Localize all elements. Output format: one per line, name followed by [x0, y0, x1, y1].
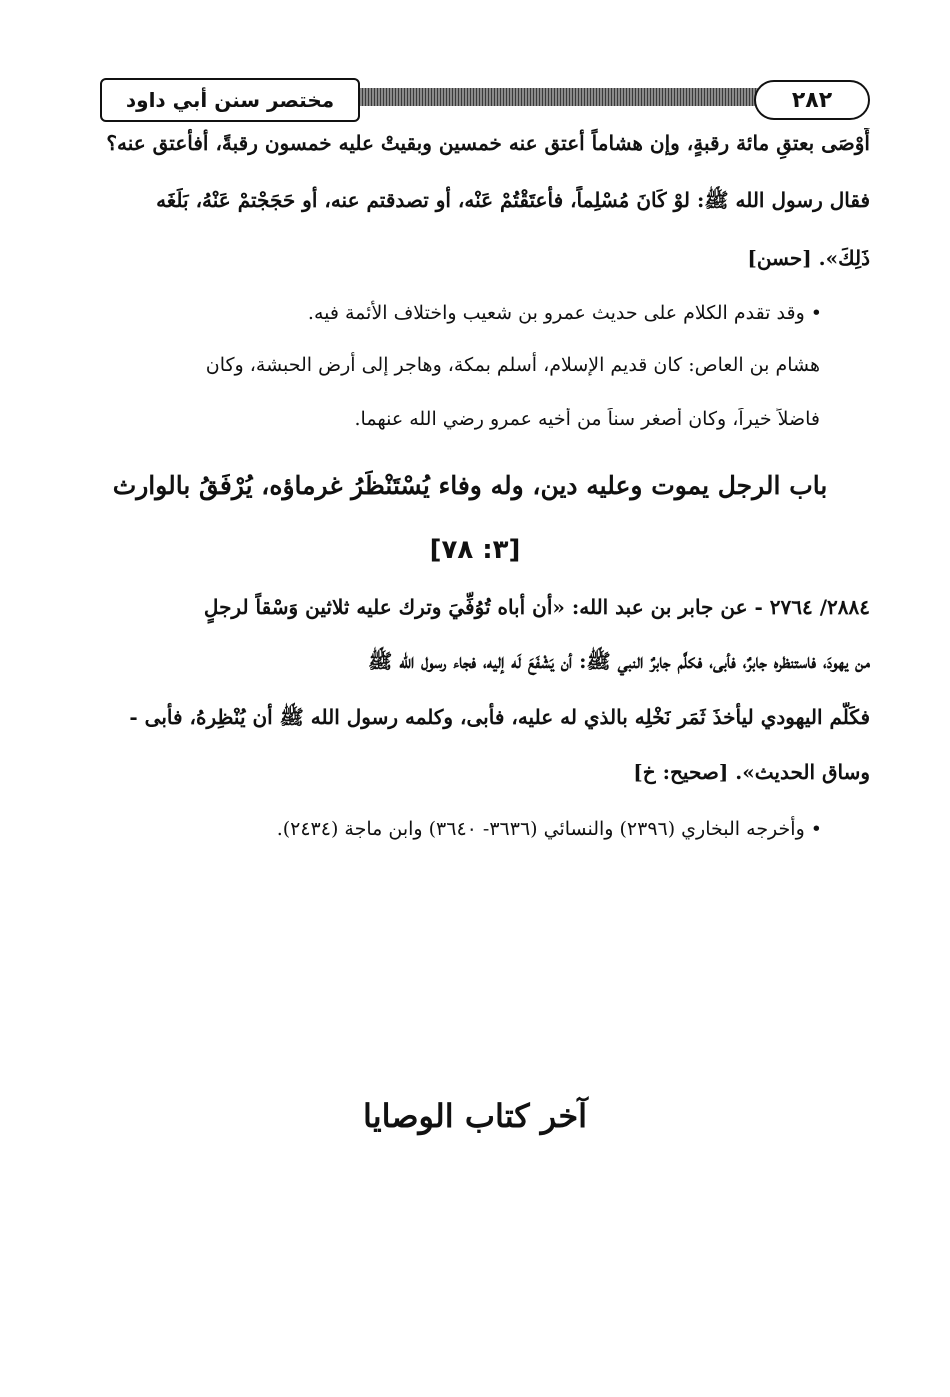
note-2: [130, 814, 822, 844]
chapter-reference: [٣: ٧٨]: [429, 535, 521, 565]
text-line: فقال رسول الله ﷺ: لوْ كَانَ مُسْلِماً، فأعتَقْتُمْ عَنْه، أو تصدقتم عنه، أو حَجَجْتمْ عَنْهُ، بَلَغَه: [156, 188, 870, 212]
book-title: مختصر سنن أبي داود: [100, 78, 360, 122]
page-header: [100, 78, 870, 120]
text-line: أَوْصَى بعتقِ مائة رقبةٍ، وإن هشاماً أعتق عنه خمسين وبقيتْ عليه خمسون رقبةً، أفأعتق عنه؟: [106, 131, 870, 155]
text-line: من يهودَ، فاستنظره جابرٌ، فأبى، فكلَّم جابرٌ النبي ﷺ: أن يَشْفَعَ لَه إليه، فجاء رسول الله ﷺ: [368, 649, 870, 673]
text-line: فكَلَّم اليهودي ليأخذَ ثَمَر نَخْلِه بالذي له عليه، فأبى، وكلمه رسول الله ﷺ أن يُنْظِرهُ، فأبى -: [129, 705, 870, 729]
book-ending-title: آخر كتاب الوصايا: [362, 1097, 588, 1135]
hadith-continuation: [78, 128, 870, 284]
text-line: وساق الحديث». [صحيح: خ]: [633, 760, 870, 784]
biography-note: [98, 348, 820, 442]
page-number: ٢٨٢: [754, 80, 870, 120]
note-1: [200, 298, 822, 328]
chapter-title: باب الرجل يموت وعليه دين، وله وفاء يُسْتَنْظَرُ غرماؤه، يُرْفَقُ بالوارث: [112, 471, 828, 500]
text-line: ذَلِكَ». [حسن]: [747, 246, 870, 270]
text-line: فاضلاً خيراً، وكان أصغر سناً من أخيه عمرو رضي الله عنهما.: [354, 408, 820, 430]
text-line: هشام بن العاص: كان قديم الإسلام، أسلم بمكة، وهاجر إلى أرض الحبشة، وكان: [205, 354, 820, 376]
note-text: • وقد تقدم الكلام على حديث عمرو بن شعيب واختلاف الأئمة فيه.: [307, 302, 822, 324]
text-line: ٢٨٨٤/ ٢٧٦٤ - عن جابر بن عبد الله: «أن أباه تُوُفِّيَ وترك عليه ثلاثين وَسْقاً لرجلٍ: [203, 595, 870, 619]
hadith-2884: [78, 590, 870, 798]
note-text: • وأخرجه البخاري (٢٣٩٦) والنسائي (٣٦٣٦- ٣٦٤٠) وابن ماجة (٢٤٣٤).: [276, 818, 822, 840]
